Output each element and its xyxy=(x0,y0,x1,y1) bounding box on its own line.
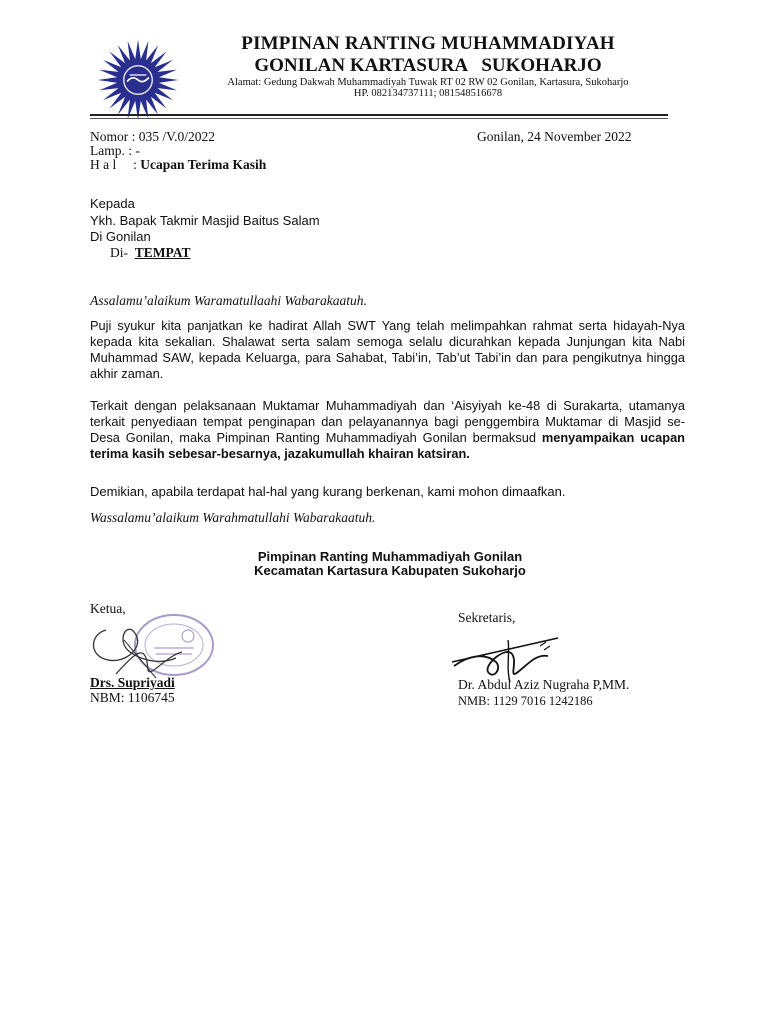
subject-value: Ucapan Terima Kasih xyxy=(140,157,267,172)
muhammadiyah-logo-icon xyxy=(96,38,180,122)
recipient-name: Ykh. Bapak Takmir Masjid Baitus Salam xyxy=(90,213,320,228)
destination-label: Di- xyxy=(110,245,135,260)
letter-number: Nomor : 035 /V.0/2022 xyxy=(90,129,216,144)
org-signature-line2: Kecamatan Kartasura Kabupaten Sukoharjo xyxy=(254,563,526,578)
chairman-role: Ketua, xyxy=(90,601,126,616)
secretary-id: NMB: 1129 7016 1242186 xyxy=(458,694,593,708)
letterhead-subtitle: GONILAN KARTASURA SUKOHARJO xyxy=(254,55,602,76)
letterhead-divider xyxy=(90,114,668,116)
paragraph-2-emphasis: menyampaikan ucapan terima kasih sebesar-besarnya, jazakumullah khairan katsiran. xyxy=(90,430,685,461)
paragraph-3: Demikian, apabila terdapat hal-hal yang kurang berkenan, kami mohon dimaafkan. xyxy=(90,484,566,499)
closing-greeting: Wassalamu’alaikum Warahmatullahi Wabarakaatuh. xyxy=(90,510,376,525)
paragraph-1: Puji syukur kita panjatkan ke hadirat Allah SWT Yang telah melimpahkan rahmat serta hidayah-Nya kepada kita sekalian. Shalawat serta salam semoga selalu dicurahkan kepada Junjungan kita Nabi Muhammad SAW, kepada Keluarga, para Sahabat, Tabi’in, Tab’ut Tabi’in dan para pengikutnya hingga akhir zaman. xyxy=(90,318,685,381)
letter-date: Gonilan, 24 November 2022 xyxy=(477,129,632,144)
letterhead-divider-thin xyxy=(90,118,668,119)
attachment-line: Lamp. : - xyxy=(90,143,140,158)
destination-value: TEMPAT xyxy=(134,245,191,260)
secretary-role: Sekretaris, xyxy=(458,610,516,625)
subject-line xyxy=(90,157,266,173)
recipient-place: Di Gonilan xyxy=(90,229,151,244)
recipient-intro: Kepada xyxy=(90,196,135,211)
chairman-name: Drs. Supriyadi xyxy=(90,675,175,690)
paragraph-2-text: Terkait dengan pelaksanaan Muktamar Muhammadiyah dan ‘Aisyiyah ke-48 di Surakarta, utamanya terkait penyediaan tempat penginapan dan pelayanannya bagi penggembira Muktamar di Masjid se-Desa Gonilan, maka Pimpinan Ranting Muhammadiyah Gonilan bermaksud xyxy=(90,398,685,445)
letterhead-title: PIMPINAN RANTING MUHAMMADIYAH xyxy=(241,33,615,54)
org-signature-line1: Pimpinan Ranting Muhammadiyah Gonilan xyxy=(257,549,523,564)
subject-label: H a l : xyxy=(90,157,141,172)
secretary-name: Dr. Abdul Aziz Nugraha P,MM. xyxy=(458,677,630,692)
recipient-destination xyxy=(110,245,191,261)
letterhead-address: Alamat: Gedung Dakwah Muhammadiyah Tuwak RT 02 RW 02 Gonilan, Kartasura, Sukoharjo xyxy=(227,77,629,88)
chairman-signature-icon xyxy=(86,612,196,684)
letterhead-phone: HP. 082134737111; 081548516678 xyxy=(353,88,503,99)
chairman-id: NBM: 1106745 xyxy=(90,690,175,705)
paragraph-2 xyxy=(90,398,685,462)
opening-greeting: Assalamu’alaikum Waramatullaahi Wabarakaatuh. xyxy=(90,293,367,308)
